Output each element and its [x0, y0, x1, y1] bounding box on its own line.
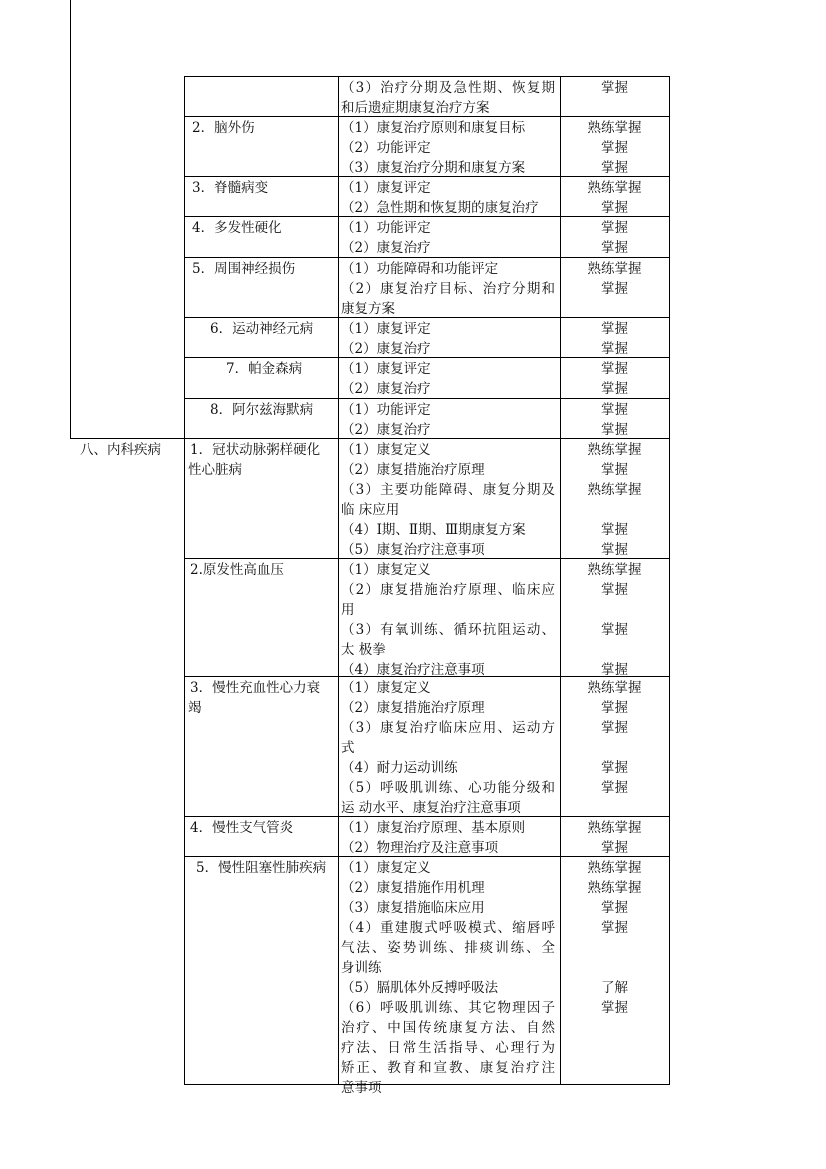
content-item: （2）康复治疗 — [341, 240, 431, 256]
requirement-level: 熟练掌握 — [587, 180, 642, 196]
content-item: （3）康复措施临床应用 — [341, 900, 485, 916]
disease-name: 竭 — [188, 700, 202, 716]
requirement-level: 掌握 — [601, 140, 628, 156]
content-item: （2）功能评定 — [341, 140, 431, 156]
content-item: （2）康复治疗 — [341, 381, 431, 397]
requirement-level: 掌握 — [601, 240, 628, 256]
disease-name: 4．多发性硬化 — [192, 220, 282, 236]
content-item: （3）康复治疗分期和康复方案 — [341, 160, 526, 176]
requirement-level: 掌握 — [601, 662, 628, 678]
content-item: 身训练 — [341, 960, 382, 976]
content-item: （4）康复治疗注意事项 — [341, 662, 485, 678]
requirement-level: 熟练掌握 — [587, 442, 642, 458]
requirement-level: 掌握 — [601, 920, 628, 936]
requirement-level: 掌握 — [601, 80, 628, 96]
disease-name: 3．脊髓病变 — [192, 180, 269, 196]
content-item: （5）呼吸肌训练、心功能分级和 — [341, 780, 555, 796]
requirement-level: 掌握 — [601, 522, 628, 538]
requirement-level: 掌握 — [601, 622, 628, 638]
content-item: （2）康复治疗 — [341, 422, 431, 438]
content-item: 临 床应用 — [341, 502, 400, 518]
content-item: 太 极拳 — [341, 642, 386, 658]
requirement-level: 掌握 — [601, 220, 628, 236]
requirement-level: 掌握 — [601, 381, 628, 397]
row-border — [184, 1084, 670, 1085]
requirement-level: 熟练掌握 — [587, 880, 642, 896]
disease-name: 8．阿尔兹海默病 — [210, 402, 314, 418]
content-item: （1）康复定义 — [341, 680, 431, 696]
requirement-level: 熟练掌握 — [587, 482, 642, 498]
column-border — [338, 76, 339, 1084]
disease-name: 2.原发性高血压 — [190, 562, 284, 578]
content-item: 气法、姿势训练、排痰训练、全 — [341, 940, 555, 956]
requirement-level: 熟练掌握 — [587, 860, 642, 876]
requirement-level: 掌握 — [601, 402, 628, 418]
disease-name: 5．周围神经损伤 — [192, 261, 296, 277]
content-item: 式 — [341, 740, 355, 756]
column-border — [70, 0, 71, 438]
requirement-level: 掌握 — [601, 341, 628, 357]
content-item: （1）康复定义 — [341, 562, 431, 578]
requirement-level: 掌握 — [601, 840, 628, 856]
content-item: （1）康复定义 — [341, 442, 431, 458]
content-item: （3）康复治疗临床应用、运动方 — [341, 720, 555, 736]
content-item: 矫正、教育和宣教、康复治疗注 — [341, 1060, 555, 1076]
content-item: （1）康复定义 — [341, 860, 431, 876]
requirement-level: 了解 — [601, 980, 628, 996]
content-item: （2）康复措施治疗原理、临床应 — [341, 582, 555, 598]
requirement-level: 掌握 — [601, 582, 628, 598]
content-item: （1）功能评定 — [341, 220, 431, 236]
content-item: 运 动水平、康复治疗注意事项 — [341, 800, 521, 816]
content-item: （2）康复治疗目标、治疗分期和 — [341, 281, 555, 297]
disease-name: 7．帕金森病 — [226, 361, 303, 377]
content-item: （5）康复治疗注意事项 — [341, 542, 485, 558]
content-item: （2）康复措施治疗原理 — [341, 700, 485, 716]
requirement-level: 掌握 — [601, 760, 628, 776]
requirement-level: 掌握 — [601, 720, 628, 736]
requirement-level: 掌握 — [601, 281, 628, 297]
content-item: （6）呼吸肌训练、其它物理因子 — [341, 1000, 555, 1016]
disease-name: 3．慢性充血性心力衰 — [190, 680, 321, 696]
row-border — [184, 76, 670, 77]
disease-name: 2．脑外伤 — [192, 120, 255, 136]
requirement-level: 掌握 — [601, 321, 628, 337]
row-border — [184, 317, 670, 318]
requirement-level: 熟练掌握 — [587, 680, 642, 696]
content-item: （4）重建腹式呼吸模式、缩唇呼 — [341, 920, 555, 936]
requirement-level: 熟练掌握 — [587, 820, 642, 836]
requirement-level: 掌握 — [601, 200, 628, 216]
content-item: （1）康复评定 — [341, 361, 431, 377]
disease-name: 4．慢性支气管炎 — [190, 820, 294, 836]
content-item: （1）康复治疗原则和康复目标 — [341, 120, 526, 136]
requirement-level: 掌握 — [601, 422, 628, 438]
content-item: （2）物理治疗及注意事项 — [341, 840, 499, 856]
content-item: （5）膈肌体外反搏呼吸法 — [341, 980, 499, 996]
content-item: 用 — [341, 602, 355, 618]
requirement-level: 掌握 — [601, 160, 628, 176]
content-item: （2）康复措施治疗原理 — [341, 462, 485, 478]
requirement-level: 熟练掌握 — [587, 562, 642, 578]
requirement-level: 掌握 — [601, 361, 628, 377]
requirement-level: 掌握 — [601, 542, 628, 558]
disease-name: 性心脏病 — [188, 462, 242, 478]
requirement-level: 掌握 — [601, 780, 628, 796]
disease-name: 1．冠状动脉粥样硬化 — [190, 442, 321, 458]
requirement-level: 掌握 — [601, 462, 628, 478]
requirement-level: 掌握 — [601, 1000, 628, 1016]
content-item: （2）急性期和恢复期的康复治疗 — [341, 200, 539, 216]
content-item: （1）康复治疗原理、基本原则 — [341, 820, 526, 836]
content-item: （3）治疗分期及急性期、恢复期 — [341, 80, 555, 96]
content-item: （3）有氧训练、循环抗阻运动、 — [341, 622, 555, 638]
requirement-level: 掌握 — [601, 700, 628, 716]
content-item: （2）康复措施作用机理 — [341, 880, 485, 896]
requirement-level: 熟练掌握 — [587, 120, 642, 136]
content-item: 疗法、日常生活指导、心理行为 — [341, 1040, 555, 1056]
content-item: （2）康复治疗 — [341, 341, 431, 357]
content-item: （1）康复评定 — [341, 180, 431, 196]
content-item: （1）功能评定 — [341, 402, 431, 418]
column-border — [184, 76, 185, 1084]
requirement-level: 掌握 — [601, 900, 628, 916]
content-item: 康复方案 — [341, 301, 395, 317]
content-item: （4）耐力运动训练 — [341, 760, 458, 776]
requirement-level: 熟练掌握 — [587, 261, 642, 277]
row-border — [70, 438, 185, 439]
content-item: （4）Ⅰ期、Ⅱ期、Ⅲ期康复方案 — [341, 522, 526, 538]
disease-name: 6．运动神经元病 — [210, 321, 314, 337]
content-item: （1）功能障碍和功能评定 — [341, 261, 499, 277]
content-item: 和后遗症期康复治疗方案 — [341, 100, 490, 116]
content-item: （3）主要功能障碍、康复分期及 — [341, 482, 555, 498]
disease-name: 5．慢性阻塞性肺疾病 — [196, 860, 327, 876]
content-item: 治疗、中国传统康复方法、自然 — [341, 1020, 555, 1036]
chapter-label: 八、内科疾病 — [80, 442, 161, 458]
content-item: 意事项 — [341, 1080, 382, 1096]
content-item: （1）康复评定 — [341, 321, 431, 337]
